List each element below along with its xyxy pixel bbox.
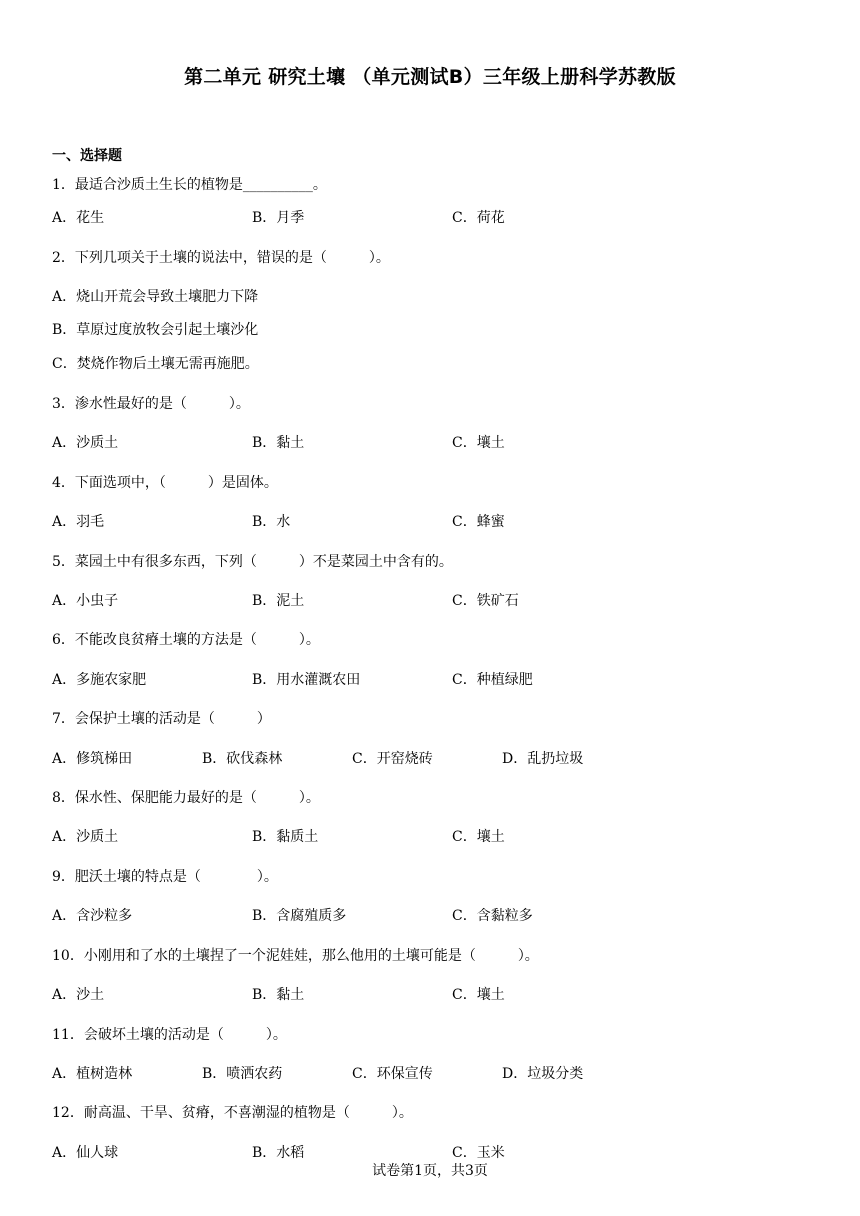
option-b: B．水 <box>252 514 291 530</box>
option-c: C．焚烧作物后土壤无需再施肥。 <box>52 356 259 372</box>
question-stem: 9．肥沃土壤的特点是（ ）。 <box>52 869 278 885</box>
option-b: B．泥土 <box>252 593 305 609</box>
option-c: C．含黏粒多 <box>452 908 533 924</box>
option-b: B．喷洒农药 <box>202 1066 283 1082</box>
page-title: 第二单元 研究土壤 （单元测试B）三年级上册科学苏教版 <box>184 66 676 88</box>
option-c: C．玉米 <box>452 1145 505 1161</box>
option-a: A．羽毛 <box>52 514 105 530</box>
option-b: B．黏土 <box>252 987 305 1003</box>
question-stem: 3．渗水性最好的是（ ）。 <box>52 396 250 412</box>
option-c: C．荷花 <box>452 210 505 226</box>
option-a: A．烧山开荒会导致土壤肥力下降 <box>52 289 259 305</box>
option-b: B．含腐殖质多 <box>252 908 347 924</box>
question-stem: 8．保水性、保肥能力最好的是（ ）。 <box>52 790 320 806</box>
option-d: D．垃圾分类 <box>502 1066 584 1082</box>
option-b: B．黏土 <box>252 435 305 451</box>
option-b: B．用水灌溉农田 <box>252 672 361 688</box>
question-stem: 12．耐高温、干旱、贫瘠，不喜潮湿的植物是（ ）。 <box>52 1105 413 1121</box>
option-c: C．壤土 <box>452 829 505 845</box>
option-a: A．修筑梯田 <box>52 751 133 767</box>
option-b: B．草原过度放牧会引起土壤沙化 <box>52 322 259 338</box>
question-stem: 7．会保护土壤的活动是（ ） <box>52 711 271 727</box>
question-stem: 10．小刚用和了水的土壤捏了一个泥娃娃，那么他用的土壤可能是（ ）。 <box>52 948 539 964</box>
question-stem: 5．菜园土中有很多东西，下列（ ）不是菜园土中含有的。 <box>52 554 453 570</box>
option-a: A．沙质土 <box>52 435 119 451</box>
option-a: A．多施农家肥 <box>52 672 147 688</box>
option-b: B．黏质土 <box>252 829 319 845</box>
option-c: C．壤土 <box>452 435 505 451</box>
option-d: D．乱扔垃圾 <box>502 751 584 767</box>
option-c: C．种植绿肥 <box>452 672 533 688</box>
option-a: A．小虫子 <box>52 593 119 609</box>
option-c: C．环保宣传 <box>352 1066 433 1082</box>
option-b: B．月季 <box>252 210 305 226</box>
option-b: B．水稻 <box>252 1145 305 1161</box>
option-a: A．含沙粒多 <box>52 908 133 924</box>
option-a: A．沙土 <box>52 987 105 1003</box>
option-c: C．铁矿石 <box>452 593 519 609</box>
page-footer: 试卷第1页，共3页 <box>372 1163 488 1179</box>
question-stem: 6．不能改良贫瘠土壤的方法是（ ）。 <box>52 632 320 648</box>
question-stem: 2．下列几项关于土壤的说法中，错误的是（ ）。 <box>52 250 390 266</box>
option-c: C．蜂蜜 <box>452 514 505 530</box>
question-stem: 11．会破坏土壤的活动是（ ）。 <box>52 1027 287 1043</box>
option-c: C．开窑烧砖 <box>352 751 433 767</box>
question-stem: 1．最适合沙质土生长的植物是__________。 <box>52 177 327 193</box>
option-a: A．花生 <box>52 210 105 226</box>
section-heading: 一、选择题 <box>52 148 122 164</box>
option-b: B．砍伐森林 <box>202 751 283 767</box>
option-a: A．仙人球 <box>52 1145 119 1161</box>
option-a: A．沙质土 <box>52 829 119 845</box>
question-stem: 4．下面选项中，（ ）是固体。 <box>52 475 278 491</box>
option-c: C．壤土 <box>452 987 505 1003</box>
option-a: A．植树造林 <box>52 1066 133 1082</box>
